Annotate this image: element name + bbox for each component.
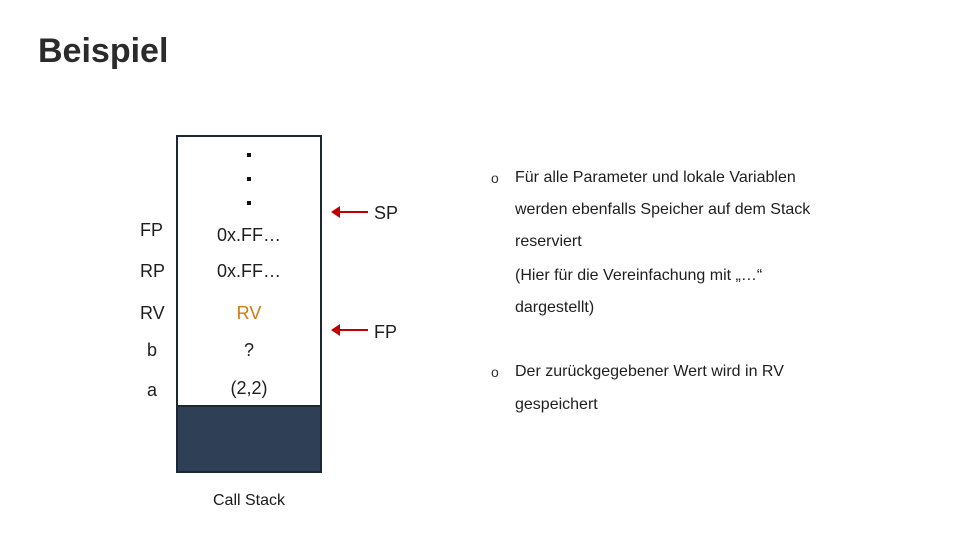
bullet-line: dargestellt) xyxy=(515,299,595,316)
stack-row-label-fp: FP xyxy=(140,220,164,240)
stack-cell-a: (2,2) xyxy=(230,378,268,398)
sp-arrow-icon xyxy=(338,211,368,213)
stack-row-label-rp: RP xyxy=(140,261,166,281)
stack-row-label-b: b xyxy=(147,340,158,360)
bullet-marker-icon: o xyxy=(491,364,499,380)
stack-caption: Call Stack xyxy=(212,492,286,509)
slide-title: Beispiel xyxy=(38,32,169,70)
bullet-line: (Hier für die Vereinfachung mit „…“ xyxy=(515,267,763,284)
bullet-line: Der zurückgegebener Wert wird in RV xyxy=(515,363,784,380)
stack-cell-fp: 0x.FF… xyxy=(216,225,281,245)
fp-pointer-label: FP xyxy=(374,322,398,342)
stack-row-label-a: a xyxy=(147,380,158,400)
bullet-line: reserviert xyxy=(515,233,582,250)
ellipsis-dot xyxy=(247,201,251,205)
bullet-marker-icon: o xyxy=(491,170,499,186)
stack-cell-rp: 0x.FF… xyxy=(216,261,281,281)
ellipsis-dot xyxy=(247,177,251,181)
ellipsis-dot xyxy=(247,153,251,157)
bullet-line: werden ebenfalls Speicher auf dem Stack xyxy=(515,201,811,218)
fp-arrow-icon xyxy=(338,329,368,331)
bullet-line: Für alle Parameter und lokale Variablen xyxy=(515,169,796,186)
stack-cell-b: ? xyxy=(243,340,254,360)
bullet-line: gespeichert xyxy=(515,396,598,413)
stack-row-label-rv: RV xyxy=(140,303,165,323)
sp-pointer-label: SP xyxy=(374,203,399,223)
stack-frame-line xyxy=(178,405,320,407)
stack-cell-rv: RV xyxy=(236,303,262,323)
